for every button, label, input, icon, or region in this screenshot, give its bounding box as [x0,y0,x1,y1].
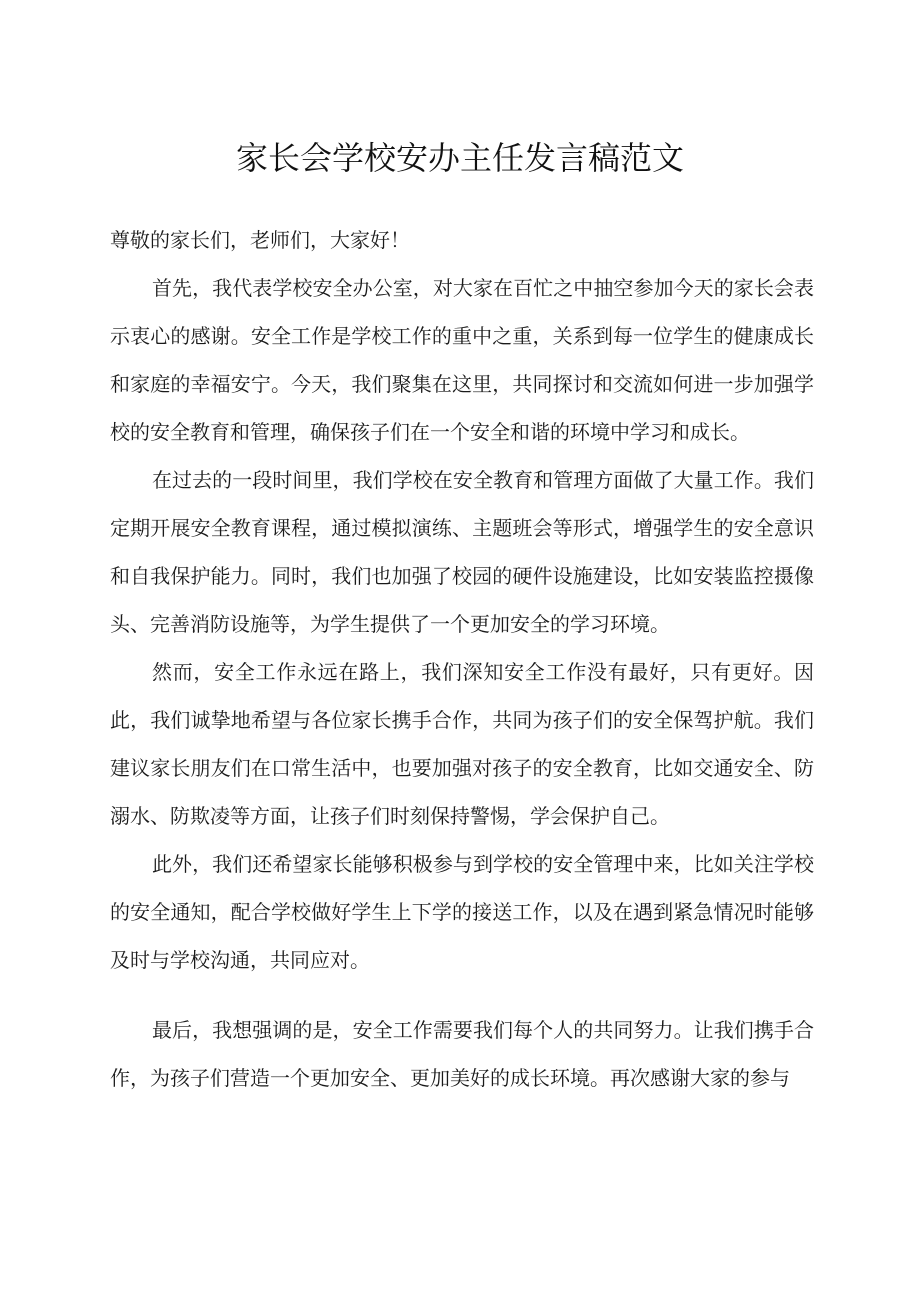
paragraph-1: 首先，我代表学校安全办公室，对大家在百忙之中抽空参加今天的家长会表示衷心的感谢。安全工作是学校工作的重中之重，关系到每一位学生的健康成长和家庭的幸福安宁。今天，我们聚集在这里，共同探讨和交流如何进一步加强学校的安全教育和管理，确保孩子们在一个安全和谐的环境中学习和成长。 [110,276,814,444]
paragraph-4: 此外，我们还希望家长能够积极参与到学校的安全管理中来，比如关注学校的安全通知，配合学校做好学生上下学的接送工作，以及在遇到紧急情况时能够及时与学校沟通，共同应对。 [110,852,814,972]
paragraph-3: 然而，安全工作永远在路上，我们深知安全工作没有最好，只有更好。因此，我们诚挚地希望与各位家长携手合作，共同为孩子们的安全保驾护航。我们建议家长朋友们在口常生活中，也要加强对孩子的安全教育，比如交通安全、防溺水、防欺凌等方面，让孩子们时刻保持警惕，学会保护自己。 [110,660,814,828]
document-body [110,216,814,1102]
salutation: 尊敬的家长们，老师们，大家好！ [110,228,410,252]
paragraph-5: 最后，我想强调的是，安全工作需要我们每个人的共同努力。让我们携手合作，为孩子们营造一个更加安全、更加美好的成长环境。再次感谢大家的参与 [110,1018,814,1090]
paragraph-2: 在过去的一段时间里，我们学校在安全教育和管理方面做了大量工作。我们定期开展安全教育课程，通过模拟演练、主题班会等形式，增强学生的安全意识和自我保护能力。同时，我们也加强了校园的硬件设施建设，比如安装监控摄像头、完善消防设施等，为学生提供了一个更加安全的学习环境。 [110,468,814,636]
document-title: 家长会学校安办主任发言稿范文 [235,139,684,178]
